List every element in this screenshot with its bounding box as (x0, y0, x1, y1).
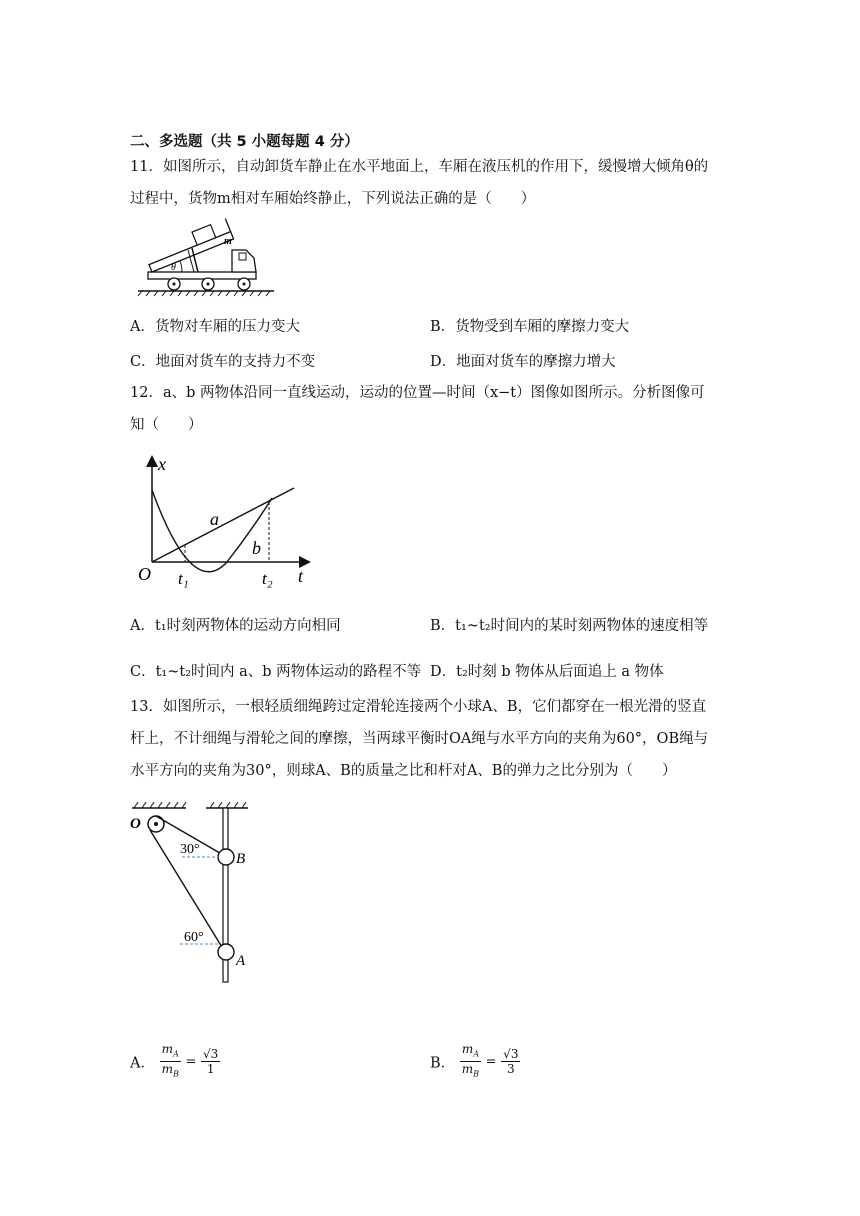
q12-option-a: A．t₁时刻两物体的运动方向相同 (130, 618, 341, 634)
q12-stem-line2: 知（ ） (130, 417, 203, 433)
q12-t1-label: t₁ (178, 569, 189, 588)
q13-option-b-rhs: $\frac{√3}{3}$ (503, 1047, 519, 1077)
q13-stem-line2: 杆上，不计细绳与滑轮之间的摩擦，当两球平衡时OA绳与水平方向的夹角为60°，OB绳与 (130, 731, 709, 747)
q13-pulley-figure (130, 800, 260, 990)
q12-t2-label: t₂ (262, 569, 273, 588)
q13-option-a-lhs: $\frac{m_A}{m_B}$ (161, 1042, 179, 1079)
q12-stem-line1: 12．a、b 两物体沿同一直线运动，运动的位置—时间（x−t）图像如图所示。分析图像可 (130, 385, 705, 401)
q12-x-axis-label: x (158, 454, 166, 474)
q11-m-label: m (224, 236, 232, 247)
q11-option-c: C．地面对货车的支持力不变 (130, 354, 316, 370)
q13-option-a-label: A． (130, 1055, 155, 1072)
q13-b-label: B (236, 851, 246, 867)
q12-option-b: B．t₁~t₂时间内的某时刻两物体的速度相等 (430, 618, 709, 634)
q11-stem-line1: 11．如图所示，自动卸货车静止在水平地面上，车厢在液压机的作用下，缓慢增大倾角θ的 (130, 159, 709, 175)
q13-o-label: O (130, 816, 141, 832)
q11-option-d: D．地面对货车的摩擦力增大 (430, 354, 616, 370)
q13-angle-30: 30° (180, 842, 200, 857)
q13-angle-60: 60° (184, 930, 204, 945)
q12-t-axis-label: t (298, 566, 304, 586)
section-title: 二、多选题（共 5 小题每题 4 分） (130, 134, 359, 150)
q12-option-c: C．t₁~t₂时间内 a、b 两物体运动的路程不等 (130, 664, 422, 680)
q11-truck-figure (136, 224, 276, 298)
q12-option-d: D．t₂时刻 b 物体从后面追上 a 物体 (430, 664, 664, 680)
q12-a-label: a (210, 509, 219, 529)
q11-option-a: A．货物对车厢的压力变大 (130, 319, 300, 335)
q13-stem-line1: 13．如图所示，一根轻质细绳跨过定滑轮连接两个小球A、B，它们都穿在一根光滑的竖直 (130, 699, 707, 715)
q11-theta-label: θ (171, 262, 176, 273)
q11-option-b: B．货物受到车厢的摩擦力变大 (430, 319, 630, 335)
q12-xt-graph (132, 450, 317, 590)
q12-line-a (152, 488, 294, 562)
q13-option-b-label: B． (430, 1055, 456, 1072)
q13-option-b-lhs: $\frac{m_A}{m_B}$ (461, 1042, 480, 1079)
q13-a-label: A (236, 953, 246, 969)
q12-origin-label: O (138, 564, 151, 584)
q13-stem-line3: 水平方向的夹角为30°，则球A、B的质量之比和杆对A、B的弹力之比分别为（ ） (130, 763, 677, 779)
q12-b-label: b (252, 538, 261, 558)
q11-stem-line2: 过程中，货物m相对车厢始终静止，下列说法正确的是（ ） (130, 191, 536, 207)
q13-option-a: A． $\frac{m_A}{m_B}$ = $\frac{√3}{1}$ (130, 1042, 220, 1082)
q13-option-a-rhs: $\frac{√3}{1}$ (203, 1047, 219, 1077)
q13-option-b: B． $\frac{m_A}{m_B}$ = $\frac{√3}{3}$ (430, 1042, 520, 1082)
